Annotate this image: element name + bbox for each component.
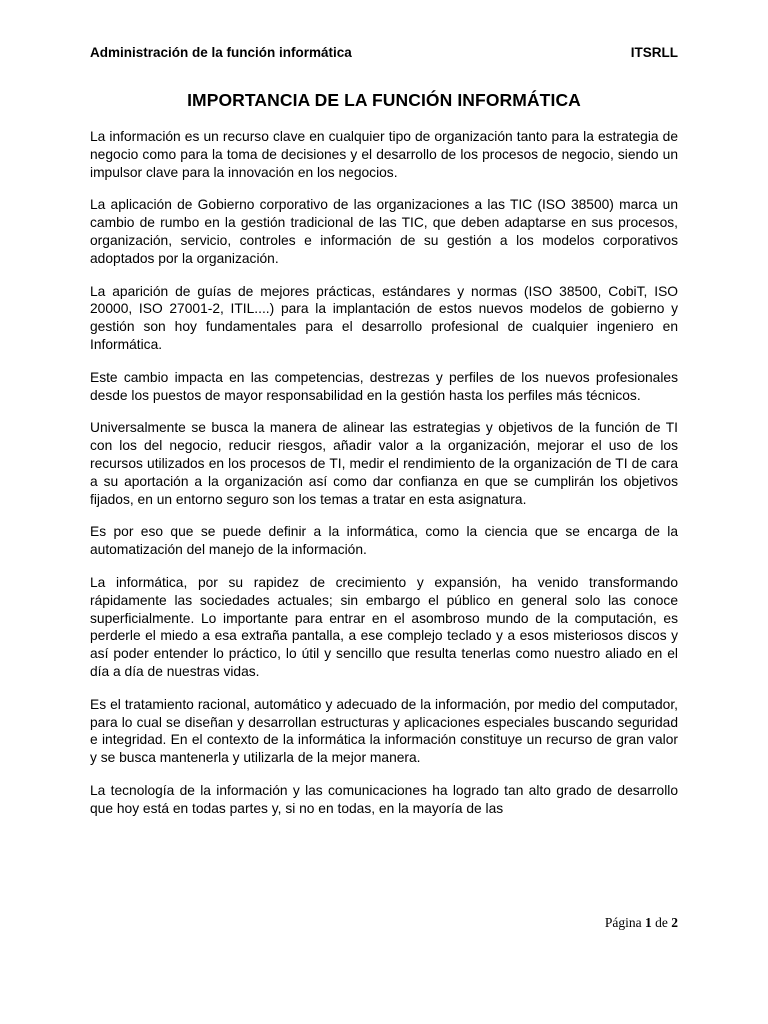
footer-separator: de	[655, 915, 668, 930]
running-header	[90, 44, 678, 62]
page-title: IMPORTANCIA DE LA FUNCIÓN INFORMÁTICA	[187, 90, 581, 110]
footer-current-page: 1	[645, 915, 652, 930]
header-course-title: Administración de la función informática	[90, 45, 352, 60]
paragraph: La aplicación de Gobierno corporativo de las organizaciones a las TIC (ISO 38500) marca un cambio de rumbo en la gestión tradicional de las TIC, que deben adaptarse en sus procesos, organización, servicio, controles e información de su gestión a los modelos corporativos adoptados por la organización.	[90, 197, 678, 266]
paragraph: La aparición de guías de mejores prácticas, estándares y normas (ISO 38500, CobiT, ISO 20000, ISO 27001-2, ITIL....) para la implantación de estos nuevos modelos de gobierno y gestión son hoy fundamentales para el desarrollo profesional de cualquier ingeniero en Informática.	[90, 283, 678, 352]
footer-total-pages: 2	[671, 915, 678, 930]
page-number-footer	[605, 914, 678, 932]
paragraph: La informática, por su rapidez de crecimiento y expansión, ha venido transformando rápidamente las sociedades actuales; sin embargo el público en general solo las conoce superficialmente. Lo importante para entrar en el asombroso mundo de la computación, es perderle el miedo a esa extraña pantalla, a ese complejo teclado y a esos misteriosos discos y así poder entender lo práctico, lo útil y sencillo que resulta tenerlas como nuestro aliado en el día a día de nuestras vidas.	[90, 574, 678, 679]
document-body	[90, 128, 678, 833]
paragraph: Es el tratamiento racional, automático y adecuado de la información, por medio del computador, para lo cual se diseñan y desarrollan estructuras y aplicaciones especiales buscando seguridad e integridad. En el contexto de la informática la información constituye un recurso de gran valor y se busca mantenerla y utilizarla de la mejor manera.	[90, 696, 678, 766]
header-institution: ITSRLL	[630, 45, 678, 60]
paragraph: Este cambio impacta en las competencias, destrezas y perfiles de los nuevos profesionales desde los puestos de mayor responsabilidad en la gestión hasta los perfiles más técnicos.	[90, 369, 678, 403]
footer-page-label: Página	[604, 915, 642, 930]
paragraph: La información es un recurso clave en cualquier tipo de organización tanto para la estrategia de negocio como para la toma de decisiones y el desarrollo de los procesos de negocio, siendo un impulsor clave para la innovación en los negocios.	[90, 129, 678, 180]
paragraph: Es por eso que se puede definir a la informática, como la ciencia que se encarga de la automatización del manejo de la información.	[90, 524, 678, 558]
paragraph: Universalmente se busca la manera de alinear las estrategias y objetivos de la función de TI con los del negocio, reducir riesgos, añadir valor a la organización, mejorar el uso de los recursos utilizados en los procesos de TI, medir el rendimiento de la organización de TI de cara a su aportación a la organización así como dar confianza en que se cumplirán los objetivos fijados, en un entorno seguro son los temas a tratar en esta asignatura.	[90, 420, 678, 507]
paragraph: La tecnología de la información y las comunicaciones ha logrado tan alto grado de desarrollo que hoy está en todas partes y, si no en todas, en la mayoría de las	[90, 782, 678, 816]
